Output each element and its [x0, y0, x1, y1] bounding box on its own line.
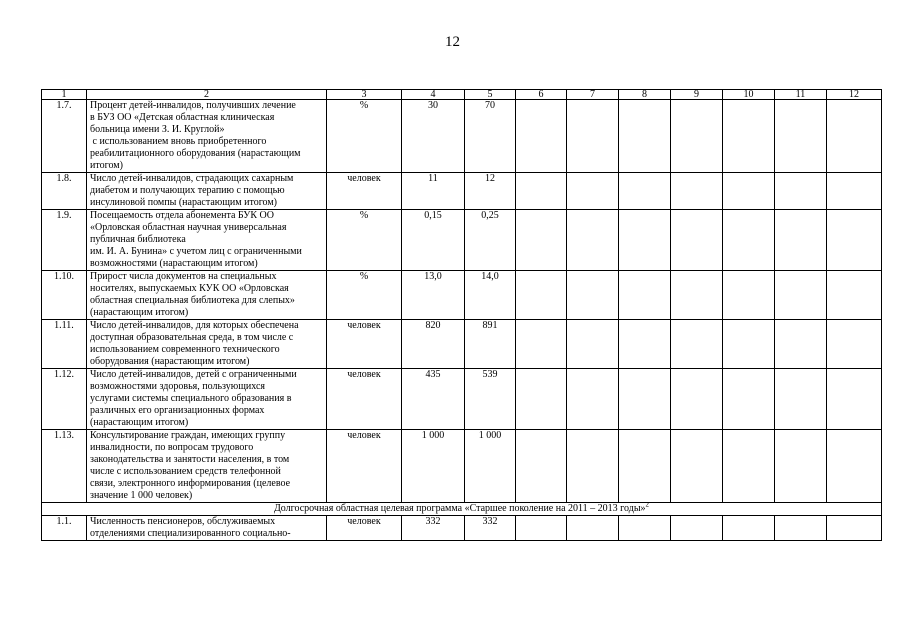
table-row	[42, 271, 882, 320]
value-col-4: 1 000	[402, 430, 465, 503]
column-header-row	[42, 90, 882, 100]
column-header: 3	[327, 90, 402, 100]
unit-cell: человек	[327, 430, 402, 503]
indicator-line: инсулиновой помпы (нарастающим итогом)	[90, 197, 278, 208]
column-header: 12	[827, 90, 882, 100]
empty-cell	[827, 320, 882, 369]
value-col-5: 891	[465, 320, 516, 369]
value-col-5: 332	[465, 516, 516, 541]
page-number: 12	[445, 34, 460, 50]
empty-cell	[827, 369, 882, 430]
table-body	[42, 90, 882, 541]
row-number: 1.8.	[42, 173, 87, 210]
indicator-line: с использованием вновь приобретенного	[90, 136, 267, 147]
empty-cell	[723, 430, 775, 503]
indicator-line: публичная библиотека	[90, 234, 186, 245]
value-col-5: 1 000	[465, 430, 516, 503]
unit-cell: человек	[327, 320, 402, 369]
empty-cell	[671, 516, 723, 541]
value-col-4: 332	[402, 516, 465, 541]
section-title-text: Долгосрочная областная целевая программа «Старшее поколение на 2011 – 2013 годы»	[273, 503, 646, 514]
footnote-marker: 2	[645, 502, 650, 509]
value-col-4: 13,0	[402, 271, 465, 320]
empty-cell	[671, 369, 723, 430]
indicator-line: больница имени З. И. Круглой»	[90, 124, 225, 135]
empty-cell	[567, 369, 619, 430]
indicator-line: услугами системы специального образования в	[90, 393, 292, 404]
empty-cell	[619, 100, 671, 173]
column-header: 7	[567, 90, 619, 100]
column-header: 6	[516, 90, 567, 100]
indicator-name	[87, 430, 327, 503]
empty-cell	[619, 516, 671, 541]
value-col-4: 30	[402, 100, 465, 173]
empty-cell	[567, 100, 619, 173]
empty-cell	[619, 320, 671, 369]
value-col-5: 70	[465, 100, 516, 173]
indicator-line: использованием современного технического	[90, 344, 280, 355]
indicator-line: «Орловская областная научная универсальная	[90, 222, 287, 233]
empty-cell	[723, 369, 775, 430]
table-row	[42, 320, 882, 369]
indicator-line: возможностями здоровья, пользующихся	[90, 381, 266, 392]
empty-cell	[827, 516, 882, 541]
empty-cell	[827, 210, 882, 271]
table-row	[42, 100, 882, 173]
column-header: 8	[619, 90, 671, 100]
row-number: 1.10.	[42, 271, 87, 320]
indicator-line: Число детей-инвалидов, для которых обеспечена	[90, 320, 299, 331]
unit-cell: %	[327, 210, 402, 271]
empty-cell	[567, 173, 619, 210]
indicator-line: (нарастающим итогом)	[90, 417, 189, 428]
value-col-5: 12	[465, 173, 516, 210]
empty-cell	[671, 430, 723, 503]
value-col-4: 435	[402, 369, 465, 430]
row-number: 1.11.	[42, 320, 87, 369]
indicator-line: оборудования (нарастающим итогом)	[90, 356, 250, 367]
section-header-row	[42, 503, 882, 516]
table-row	[42, 173, 882, 210]
indicator-name	[87, 369, 327, 430]
value-col-5: 0,25	[465, 210, 516, 271]
empty-cell	[516, 173, 567, 210]
indicator-name	[87, 271, 327, 320]
column-header: 10	[723, 90, 775, 100]
empty-cell	[671, 100, 723, 173]
table-row	[42, 430, 882, 503]
empty-cell	[723, 173, 775, 210]
indicator-name	[87, 210, 327, 271]
indicator-line: носителях, выпускаемых КУК ОО «Орловская	[90, 283, 289, 294]
empty-cell	[619, 271, 671, 320]
table-row	[42, 369, 882, 430]
empty-cell	[775, 516, 827, 541]
unit-cell: %	[327, 100, 402, 173]
indicator-line: Прирост числа документов на специальных	[90, 271, 277, 282]
column-header: 9	[671, 90, 723, 100]
indicator-line: Число детей-инвалидов, детей с ограниченными	[90, 369, 297, 380]
indicator-line: законодательства и занятости населения, в том	[90, 454, 290, 465]
column-header: 4	[402, 90, 465, 100]
indicator-name	[87, 320, 327, 369]
column-header: 1	[42, 90, 87, 100]
unit-cell: человек	[327, 173, 402, 210]
empty-cell	[671, 271, 723, 320]
indicator-line: инвалидности, по вопросам трудового	[90, 442, 254, 453]
empty-cell	[827, 430, 882, 503]
empty-cell	[723, 100, 775, 173]
empty-cell	[775, 320, 827, 369]
empty-cell	[671, 320, 723, 369]
empty-cell	[516, 320, 567, 369]
indicators-table	[41, 89, 882, 541]
empty-cell	[567, 210, 619, 271]
row-number: 1.13.	[42, 430, 87, 503]
empty-cell	[775, 173, 827, 210]
unit-cell: %	[327, 271, 402, 320]
column-header: 2	[87, 90, 327, 100]
row-number: 1.12.	[42, 369, 87, 430]
empty-cell	[723, 210, 775, 271]
empty-cell	[619, 369, 671, 430]
empty-cell	[723, 516, 775, 541]
empty-cell	[516, 271, 567, 320]
empty-cell	[671, 210, 723, 271]
value-col-4: 0,15	[402, 210, 465, 271]
value-col-4: 11	[402, 173, 465, 210]
unit-cell: человек	[327, 516, 402, 541]
empty-cell	[516, 100, 567, 173]
empty-cell	[775, 271, 827, 320]
empty-cell	[619, 430, 671, 503]
empty-cell	[775, 369, 827, 430]
value-col-5: 539	[465, 369, 516, 430]
table-row	[42, 210, 882, 271]
indicator-name	[87, 516, 327, 541]
indicator-line: Консультирование граждан, имеющих группу	[90, 430, 286, 441]
row-number: 1.9.	[42, 210, 87, 271]
indicator-line: реабилитационного оборудования (нарастающим	[90, 148, 301, 159]
indicator-line: Посещаемость отдела абонемента БУК ОО	[90, 210, 275, 221]
indicator-name	[87, 173, 327, 210]
empty-cell	[567, 271, 619, 320]
empty-cell	[516, 516, 567, 541]
indicator-line: отделениями специализированного социально-	[90, 528, 291, 539]
empty-cell	[567, 430, 619, 503]
indicator-line: итогом)	[90, 160, 123, 171]
indicator-line: доступная образовательная среда, в том числе с	[90, 332, 294, 343]
empty-cell	[619, 173, 671, 210]
column-header: 11	[775, 90, 827, 100]
indicator-line: Численность пенсионеров, обслуживаемых	[90, 516, 276, 527]
indicator-line: областная специальная библиотека для слепых»	[90, 295, 295, 306]
indicator-line: возможностями (нарастающим итогом)	[90, 258, 258, 269]
empty-cell	[827, 173, 882, 210]
indicator-line: диабетом и получающих терапию с помощью	[90, 185, 285, 196]
empty-cell	[775, 430, 827, 503]
indicator-line: Число детей-инвалидов, страдающих сахарным	[90, 173, 294, 184]
empty-cell	[723, 271, 775, 320]
empty-cell	[671, 173, 723, 210]
empty-cell	[723, 320, 775, 369]
empty-cell	[827, 271, 882, 320]
empty-cell	[775, 210, 827, 271]
row-number: 1.7.	[42, 100, 87, 173]
empty-cell	[827, 100, 882, 173]
row-number: 1.1.	[42, 516, 87, 541]
empty-cell	[516, 430, 567, 503]
empty-cell	[775, 100, 827, 173]
table-row	[42, 516, 882, 541]
indicator-line: (нарастающим итогом)	[90, 307, 189, 318]
empty-cell	[516, 369, 567, 430]
indicator-name	[87, 100, 327, 173]
indicator-line: Процент детей-инвалидов, получивших лечение	[90, 100, 296, 111]
empty-cell	[567, 320, 619, 369]
section-title	[42, 503, 882, 516]
indicator-line: связи, электронного информирования (целевое	[90, 478, 291, 489]
value-col-4: 820	[402, 320, 465, 369]
empty-cell	[567, 516, 619, 541]
column-header: 5	[465, 90, 516, 100]
indicator-line: числе с использованием средств телефонной	[90, 466, 281, 477]
indicator-line: различных его организационных формах	[90, 405, 265, 416]
indicator-line: в БУЗ ОО «Детская областная клиническая	[90, 112, 275, 123]
value-col-5: 14,0	[465, 271, 516, 320]
empty-cell	[619, 210, 671, 271]
empty-cell	[516, 210, 567, 271]
unit-cell: человек	[327, 369, 402, 430]
indicator-line: им. И. А. Бунина» с учетом лиц с ограниченными	[90, 246, 302, 257]
indicator-line: значение 1 000 человек)	[90, 490, 193, 501]
